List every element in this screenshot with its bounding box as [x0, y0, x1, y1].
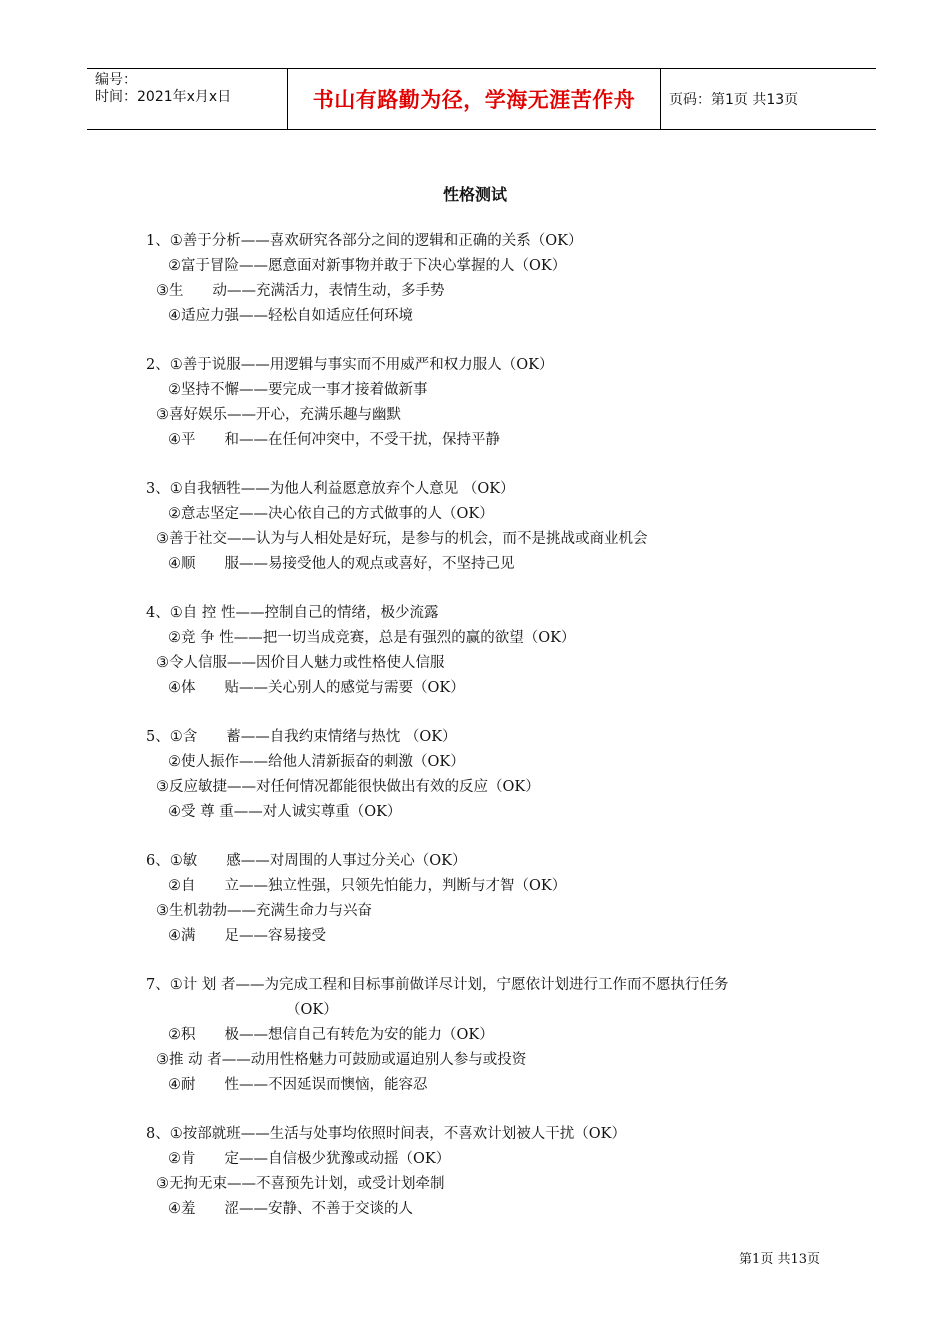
option-mark: ② [168, 630, 181, 646]
question-number: 6、 [146, 853, 170, 869]
question-item [146, 849, 846, 949]
option-text: 反应敏捷——对任何情况都能很快做出有效的反应（OK） [169, 779, 540, 795]
option-mark: ② [168, 878, 181, 894]
option-line [146, 626, 846, 651]
option-line [146, 1147, 846, 1172]
option-mark: ① [169, 977, 183, 993]
option-text: 竞 争 性——把一切当成竞赛，总是有强烈的赢的欲望（OK） [181, 630, 576, 646]
header-motto-cell [288, 69, 661, 129]
option-text: 善于社交——认为与人相处是好玩，是参与的机会，而不是挑战或商业机会 [169, 531, 648, 547]
option-text: 体 贴——关心别人的感觉与需要（OK） [181, 680, 465, 696]
option-line [146, 229, 846, 254]
option-mark: ③ [156, 1176, 169, 1192]
option-line [146, 552, 846, 577]
option-text: 自 立——独立性强，只领先怕能力，判断与才智（OK） [181, 878, 567, 894]
question-item [146, 601, 846, 701]
option-line [146, 849, 846, 874]
option-line [146, 502, 846, 527]
option-line [146, 1172, 846, 1197]
option-mark: ④ [168, 1201, 181, 1217]
option-mark: ② [168, 754, 181, 770]
option-mark: ② [168, 382, 181, 398]
option-mark: ④ [168, 1077, 181, 1093]
option-text: 生 动——充满活力，表情生动，多手势 [169, 283, 445, 299]
header-page-info-cell [661, 69, 876, 129]
option-mark: ① [169, 233, 183, 249]
option-mark: ③ [156, 655, 169, 671]
question-item [146, 725, 846, 825]
option-mark: ① [169, 729, 183, 745]
option-mark: ② [168, 258, 181, 274]
option-mark: ③ [156, 903, 169, 919]
option-line [146, 651, 846, 676]
option-mark: ① [169, 605, 183, 621]
question-number: 1、 [146, 233, 170, 249]
option-mark: ③ [156, 779, 169, 795]
option-mark: ④ [168, 432, 181, 448]
question-item [146, 477, 846, 577]
option-mark: ① [169, 357, 183, 373]
option-mark: ② [168, 506, 181, 522]
option-line [146, 527, 846, 552]
option-line [146, 1073, 846, 1098]
option-line [146, 725, 846, 750]
time-label: 时间：2021年x月x日 [95, 89, 232, 105]
option-text: 无拘无束——不喜预先计划，或受计划牵制 [169, 1176, 445, 1192]
option-line [146, 601, 846, 626]
question-item [146, 229, 846, 329]
option-line [146, 874, 846, 899]
option-mark: ④ [168, 308, 181, 324]
option-text: 富于冒险——愿意面对新事物并敢于下决心掌握的人（OK） [181, 258, 567, 274]
option-line [146, 899, 846, 924]
option-text: 满 足——容易接受 [181, 928, 326, 944]
question-number: 3、 [146, 481, 170, 497]
option-line [146, 1122, 846, 1147]
option-text: 善于说服——用逻辑与事实而不用威严和权力服人（OK） [182, 357, 554, 373]
option-mark: ① [169, 1126, 183, 1142]
option-text: 生机勃勃——充满生命力与兴奋 [169, 903, 372, 919]
option-text: 自 控 性——控制自己的情绪，极少流露 [182, 605, 439, 621]
option-line [146, 1023, 846, 1048]
option-mark: ① [169, 853, 183, 869]
option-line [146, 775, 846, 800]
option-mark: ④ [168, 804, 181, 820]
option-text: 坚持不懈——要完成一事才接着做新事 [181, 382, 428, 398]
option-text: 喜好娱乐——开心，充满乐趣与幽默 [169, 407, 401, 423]
option-line [146, 477, 846, 502]
option-text: 意志坚定——决心依自己的方式做事的人（OK） [181, 506, 494, 522]
question-list [146, 229, 846, 1246]
question-item [146, 973, 846, 1098]
header-meta [87, 69, 288, 129]
option-text: 计 划 者——为完成工程和目标事前做详尽计划，宁愿依计划进行工作而不愿执行任务 [182, 977, 729, 993]
page-footer: 第1页 共13页 [739, 1252, 820, 1267]
option-line [146, 428, 846, 453]
number-label: 编号： [95, 72, 137, 88]
option-text: 顺 服——易接受他人的观点或喜好，不坚持己见 [181, 556, 515, 572]
option-text: 按部就班——生活与处事均依照时间表，不喜欢计划被人干扰（OK） [182, 1126, 626, 1142]
header-page-info: 页码：第1页 共13页 [669, 92, 799, 108]
option-text: 推 动 者——动用性格魅力可鼓励或逼迫别人参与或投资 [169, 1052, 527, 1068]
option-line [146, 924, 846, 949]
option-mark: ② [168, 1027, 181, 1043]
option-line [146, 353, 846, 378]
page-header [87, 68, 876, 130]
option-text: 肯 定——自信极少犹豫或动摇（OK） [181, 1151, 451, 1167]
option-line [146, 378, 846, 403]
option-mark: ③ [156, 407, 169, 423]
question-item [146, 1122, 846, 1222]
question-number: 8、 [146, 1126, 170, 1142]
option-mark: ③ [156, 1052, 169, 1068]
option-text: 敏 感——对周围的人事过分关心（OK） [182, 853, 467, 869]
option-mark: ② [168, 1151, 181, 1167]
option-line [146, 973, 846, 998]
option-text: 耐 性——不因延误而懊恼，能容忍 [181, 1077, 428, 1093]
option-mark: ④ [168, 680, 181, 696]
option-line [146, 254, 846, 279]
header-motto: 书山有路勤为径，学海无涯苦作舟 [312, 88, 636, 112]
option-mark: ④ [168, 556, 181, 572]
option-line [146, 279, 846, 304]
option-line [146, 750, 846, 775]
option-line [146, 403, 846, 428]
option-continuation: （OK） [286, 1002, 338, 1018]
option-text: 自我牺牲——为他人利益愿意放弃个人意见 （OK） [182, 481, 515, 497]
option-mark: ③ [156, 283, 169, 299]
question-number: 7、 [146, 977, 170, 993]
option-text: 含 蓄——自我约束情绪与热忱 （OK） [182, 729, 457, 745]
option-text: 使人振作——给他人清新振奋的刺激（OK） [181, 754, 465, 770]
option-line [146, 1197, 846, 1222]
option-text: 善于分析——喜欢研究各部分之间的逻辑和正确的关系（OK） [182, 233, 583, 249]
option-text: 受 尊 重——对人诚实尊重（OK） [181, 804, 402, 820]
option-text: 积 极——想信自己有转危为安的能力（OK） [181, 1027, 494, 1043]
question-number: 4、 [146, 605, 170, 621]
option-text: 适应力强——轻松自如适应任何环境 [181, 308, 413, 324]
option-text: 令人信服——因价目人魅力或性格使人信服 [169, 655, 445, 671]
option-mark: ④ [168, 928, 181, 944]
option-text: 羞 涩——安静、不善于交谈的人 [181, 1201, 413, 1217]
option-text: 平 和——在任何冲突中，不受干扰，保持平静 [181, 432, 500, 448]
option-line [146, 800, 846, 825]
question-item [146, 353, 846, 453]
question-number: 5、 [146, 729, 170, 745]
option-line [146, 676, 846, 701]
document-title: 性格测试 [442, 185, 507, 204]
option-mark: ③ [156, 531, 169, 547]
option-line [146, 1048, 846, 1073]
option-line [146, 304, 846, 329]
option-mark: ① [169, 481, 183, 497]
question-number: 2、 [146, 357, 170, 373]
